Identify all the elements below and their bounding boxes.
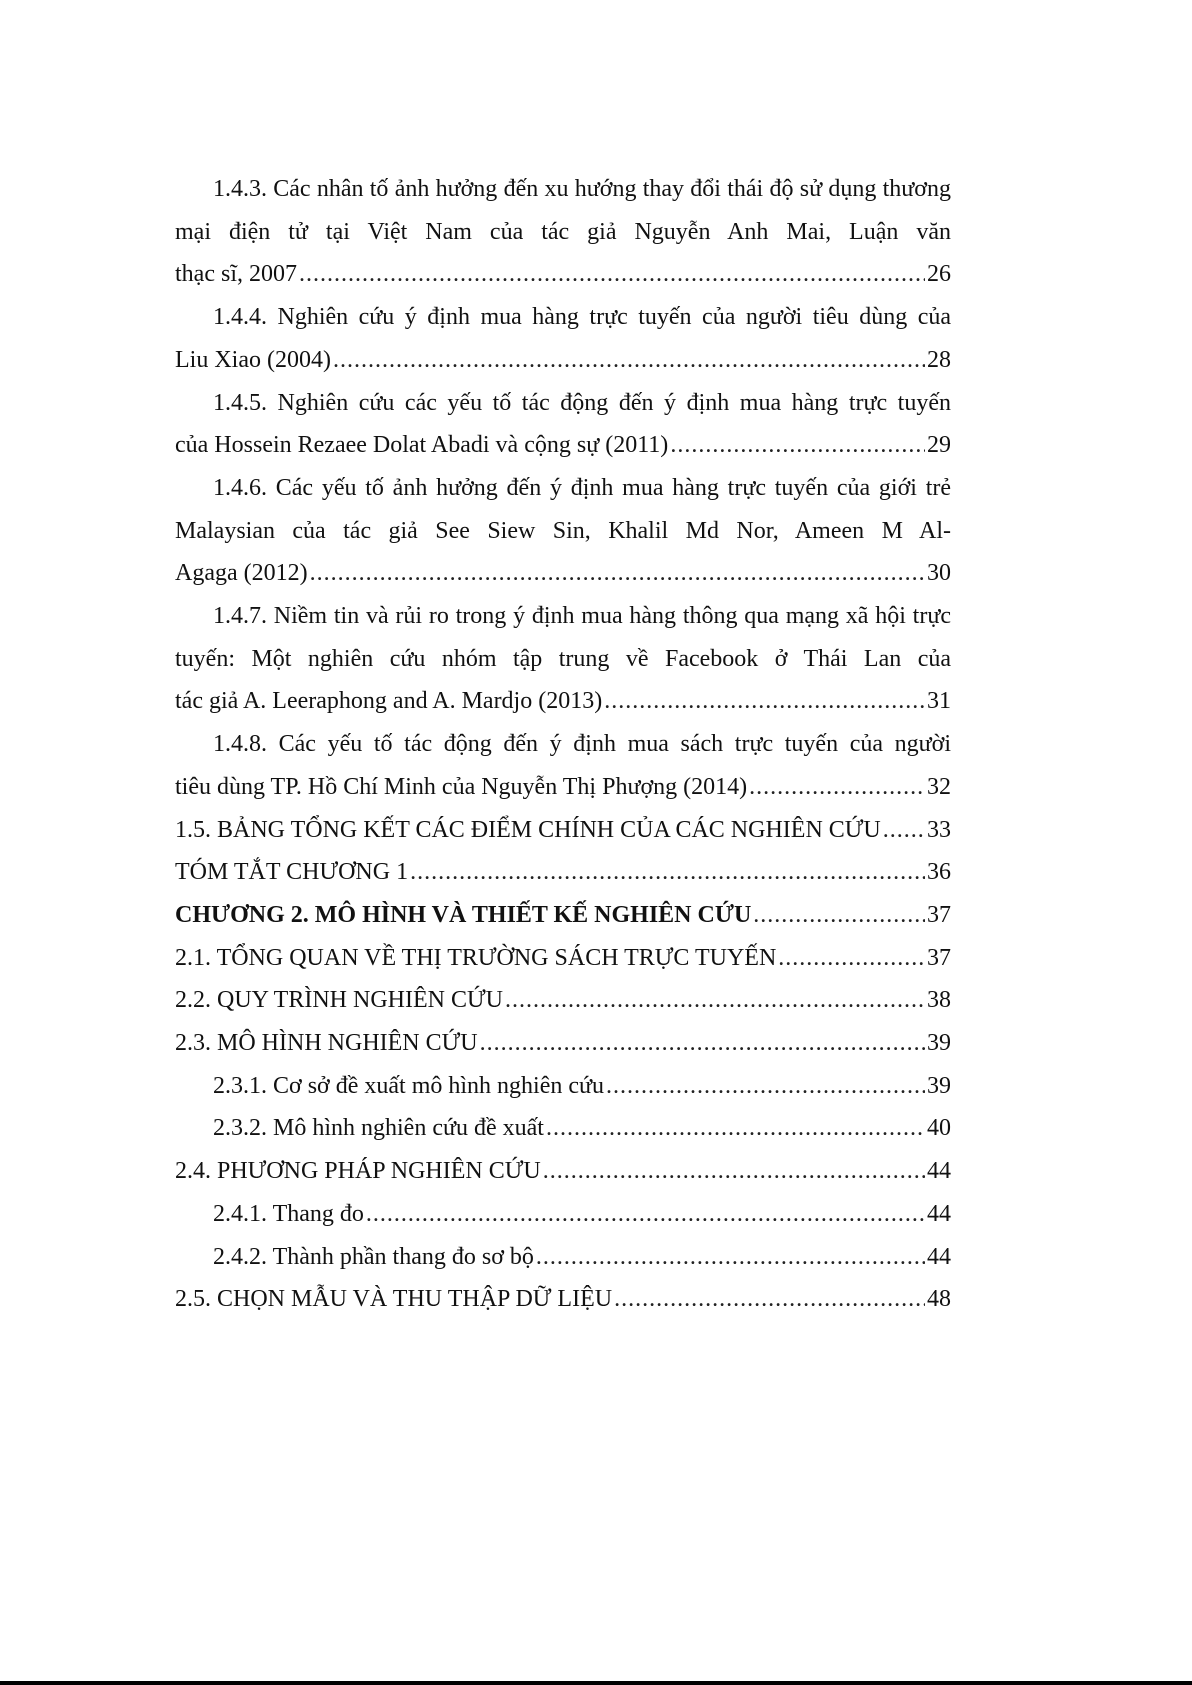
- toc-page-number: 36: [927, 859, 951, 886]
- table-of-contents: [175, 168, 951, 1321]
- toc-entry-text: 2.4.2. Thành phần thang đo sơ bộ: [213, 1243, 534, 1270]
- toc-page-number: 39: [927, 1030, 951, 1057]
- toc-page-number: 32: [927, 773, 951, 800]
- dot-leader: [753, 894, 925, 937]
- toc-entry-1-4-4[interactable]: [175, 296, 951, 381]
- toc-page-number: 31: [927, 688, 951, 715]
- dot-leader: [536, 1236, 925, 1279]
- toc-page-number: 38: [927, 987, 951, 1014]
- dot-leader: [410, 851, 925, 894]
- toc-entry-text: 2.5. CHỌN MẪU VÀ THU THẬP DỮ LIỆU: [175, 1286, 613, 1313]
- dot-leader: [299, 253, 925, 296]
- dot-leader: [604, 680, 925, 723]
- toc-page-number: 39: [927, 1072, 951, 1099]
- dot-leader: [505, 979, 925, 1022]
- toc-entry-text: TÓM TẮT CHƯƠNG 1: [175, 859, 409, 886]
- dot-leader: [366, 1193, 925, 1236]
- toc-entry-2-4-2[interactable]: [175, 1236, 951, 1279]
- toc-entry-chapter-2[interactable]: [175, 894, 951, 937]
- toc-page-number: 28: [927, 346, 951, 373]
- dot-leader: [606, 1065, 925, 1108]
- toc-page-number: 33: [927, 816, 951, 843]
- toc-page-number: 37: [927, 944, 951, 971]
- toc-entry-text: 1.4.6. Các yếu tố ảnh hưởng đến ý định mua hàng trực tuyến của giới trẻ Malaysian của tác giả See Siew Sin, Khalil Md Nor, Ameen M Al-: [175, 474, 951, 544]
- toc-entry-text: 2.4. PHƯƠNG PHÁP NGHIÊN CỨU: [175, 1158, 541, 1185]
- toc-page-number: 44: [927, 1200, 951, 1227]
- toc-entry-text: 2.2. QUY TRÌNH NGHIÊN CỨU: [175, 987, 503, 1014]
- toc-page-number: 26: [927, 261, 951, 288]
- toc-entry-2-2[interactable]: [175, 979, 951, 1022]
- toc-entry-text: 2.4.1. Thang đo: [213, 1200, 364, 1227]
- toc-entry-text-end: tác giả A. Leeraphong and A. Mardjo (2013): [175, 688, 603, 715]
- dot-leader: [310, 552, 925, 595]
- toc-chapter-title: CHƯƠNG 2. MÔ HÌNH VÀ THIẾT KẾ NGHIÊN CỨU: [175, 901, 752, 928]
- toc-page-number: 37: [927, 901, 951, 928]
- toc-entry-2-3-2[interactable]: [175, 1107, 951, 1150]
- toc-entry-text-end: Agaga (2012): [175, 560, 308, 587]
- toc-entry-2-4[interactable]: [175, 1150, 951, 1193]
- toc-entry-text: 1.4.8. Các yếu tố tác động đến ý định mua sách trực tuyến của người: [213, 731, 951, 758]
- toc-entry-text: 2.3.1. Cơ sở đề xuất mô hình nghiên cứu: [213, 1072, 605, 1099]
- toc-entry-2-1[interactable]: [175, 937, 951, 980]
- toc-entry-text: 2.1. TỔNG QUAN VỀ THỊ TRƯỜNG SÁCH TRỰC TUYẾN: [175, 944, 777, 971]
- dot-leader: [883, 809, 925, 852]
- toc-entry-chapter-1-summary[interactable]: [175, 851, 951, 894]
- toc-entry-text: 1.4.4. Nghiên cứu ý định mua hàng trực tuyến của người tiêu dùng của: [213, 304, 951, 331]
- dot-leader: [778, 937, 925, 980]
- dot-leader: [546, 1107, 925, 1150]
- toc-page-number: 30: [927, 560, 951, 587]
- toc-entry-2-5[interactable]: [175, 1278, 951, 1321]
- dot-leader: [614, 1278, 925, 1321]
- toc-entry-text: 1.5. BẢNG TỔNG KẾT CÁC ĐIỂM CHÍNH CỦA CÁC NGHIÊN CỨU: [175, 816, 881, 843]
- toc-entry-1-4-8[interactable]: [175, 723, 951, 808]
- toc-entry-text: 1.4.7. Niềm tin và rủi ro trong ý định mua hàng thông qua mạng xã hội trực tuyến: Một nghiên cứu nhóm tập trung về Facebook ở Thái Lan của: [175, 603, 951, 672]
- toc-entry-1-4-7[interactable]: [175, 595, 951, 723]
- dot-leader: [480, 1022, 925, 1065]
- toc-entry-text-end: của Hossein Rezaee Dolat Abadi và cộng sự (2011): [175, 432, 669, 459]
- toc-entry-text: 2.3.2. Mô hình nghiên cứu đề xuất: [213, 1115, 544, 1142]
- toc-entry-1-4-6[interactable]: [175, 467, 951, 595]
- toc-page-number: 44: [927, 1243, 951, 1270]
- toc-page-number: 29: [927, 432, 951, 459]
- toc-entry-text-end: tiêu dùng TP. Hồ Chí Minh của Nguyễn Thị Phượng (2014): [175, 773, 748, 800]
- toc-entry-text: 1.4.3. Các nhân tố ảnh hưởng đến xu hướng thay đổi thái độ sử dụng thương mại điện tử tại Việt Nam của tác giả Nguyễn Anh Mai, Luận văn: [175, 176, 951, 245]
- toc-page-number: 48: [927, 1286, 951, 1313]
- toc-entry-2-4-1[interactable]: [175, 1193, 951, 1236]
- toc-entry-1-4-3[interactable]: [175, 168, 951, 296]
- toc-page-number: 44: [927, 1158, 951, 1185]
- dot-leader: [543, 1150, 925, 1193]
- page-bottom-edge: [0, 1681, 1192, 1685]
- dot-leader: [333, 339, 925, 382]
- toc-entry-text-end: thạc sĩ, 2007: [175, 261, 297, 288]
- toc-page-number: 40: [927, 1115, 951, 1142]
- toc-entry-1-4-5[interactable]: [175, 382, 951, 467]
- toc-entry-text-end: Liu Xiao (2004): [175, 346, 331, 373]
- toc-entry-text: 1.4.5. Nghiên cứu các yếu tố tác động đến ý định mua hàng trực tuyến: [213, 389, 951, 416]
- toc-entry-text: 2.3. MÔ HÌNH NGHIÊN CỨU: [175, 1030, 478, 1057]
- dot-leader: [670, 424, 925, 467]
- toc-entry-2-3-1[interactable]: [175, 1065, 951, 1108]
- toc-entry-2-3[interactable]: [175, 1022, 951, 1065]
- toc-entry-1-5[interactable]: [175, 809, 951, 852]
- dot-leader: [749, 766, 925, 809]
